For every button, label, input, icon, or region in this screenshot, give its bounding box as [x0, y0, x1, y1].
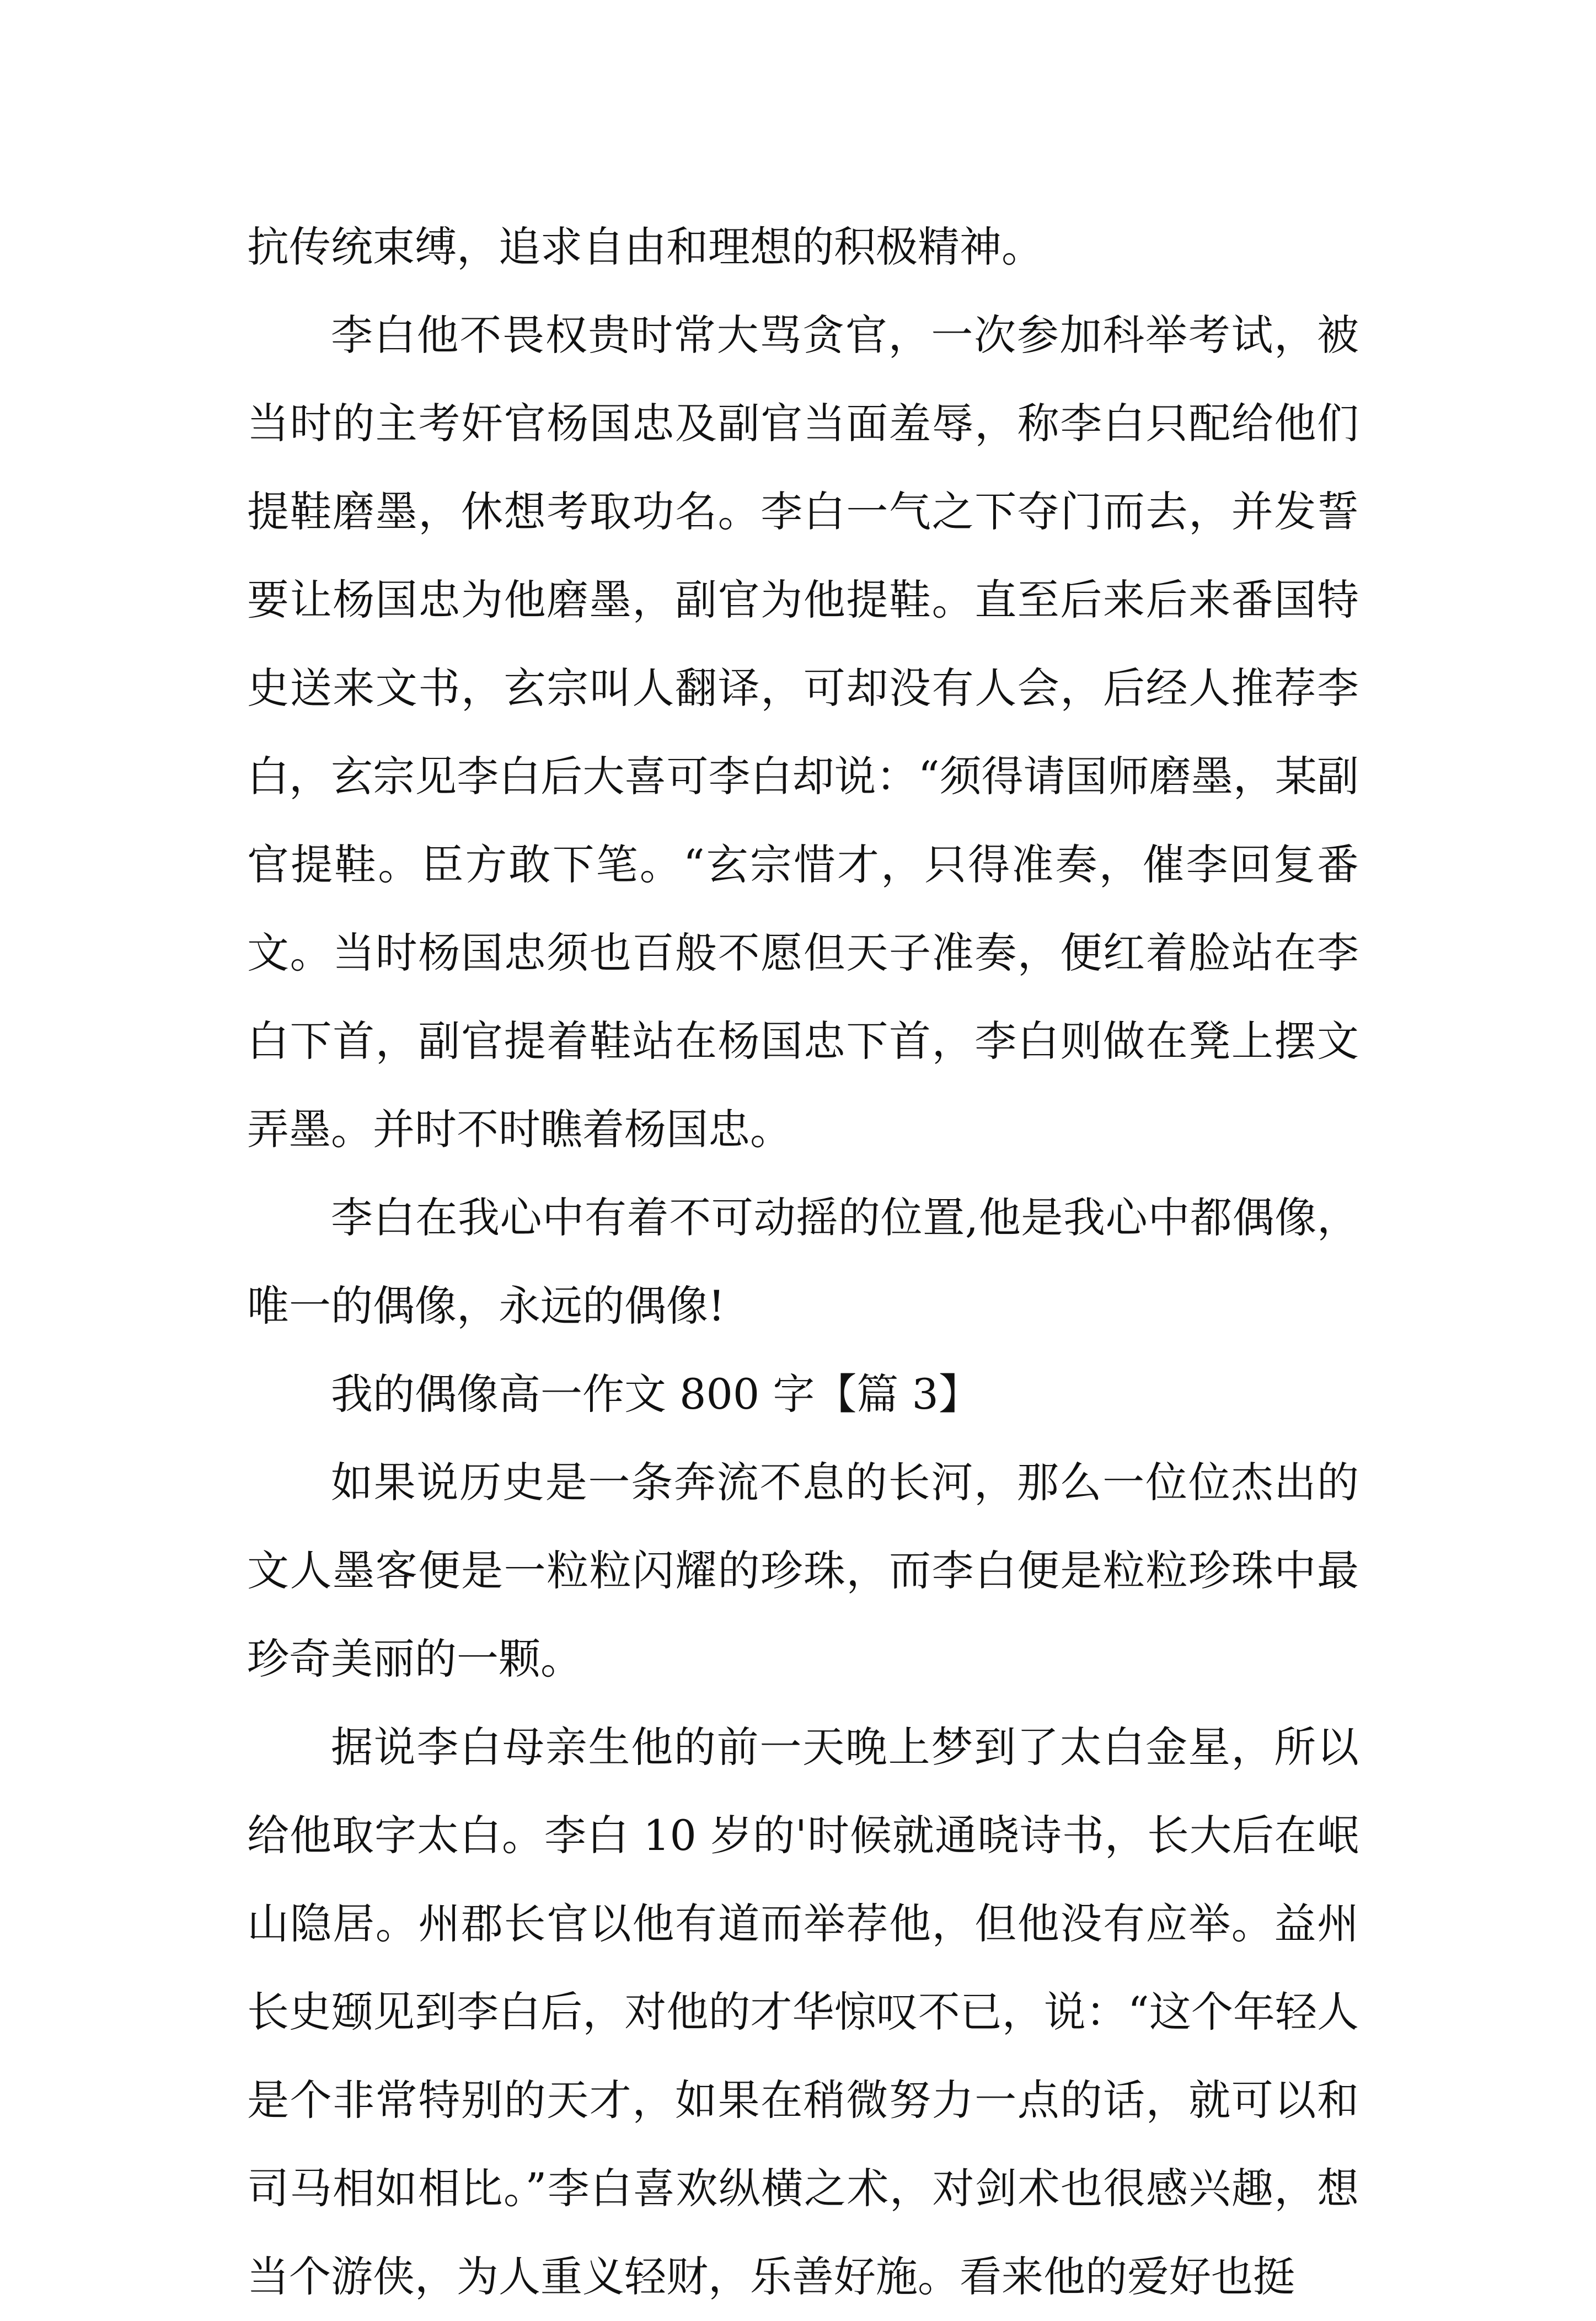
paragraph-idol-statement: 李白在我心中有着不可动摇的位置,他是我心中都偶像，唯一的偶像，永远的偶像!	[247, 1193, 1359, 1330]
document-page	[247, 203, 1359, 2321]
paragraph-li-bai-officials: 李白他不畏权贵时常大骂贪官，一次参加科举考试，被当时的主考奸官杨国忠及副官当面羞辱，称李白只配给他们提鞋磨墨，休想考取功名。李白一气之下夺门而去，并发誓要让杨国忠为他磨墨，副官为他提鞋。直至后来后来番国特史送来文书，玄宗叫人翻译，可却没有人会，后经人推荐李白，玄宗见李白后大喜可李白却说：“须得请国师磨墨，某副官提鞋。臣方敢下笔。“玄宗惜才，只得准奏，催李回复番文。当时杨国忠须也百般不愿但天子准奏，便红着脸站在李白下首，副官提着鞋站在杨国忠下首，李白则做在凳上摆文弄墨。并时不时瞧着杨国忠。	[247, 311, 1359, 1154]
paragraph-continued: 抗传统束缚，追求自由和理想的积极精神。	[247, 222, 1043, 271]
paragraph-li-bai-biography: 据说李白母亲生他的前一天晚上梦到了太白金星，所以给他取字太白。李白 10 岁的'时候就通晓诗书，长大后在岷山隐居。州郡长官以他有道而举荐他，但他没有应举。益州长史颋见到李白后，对他的才华惊叹不已，说：“这个年轻人是个非常特别的天才，如果在稍微努力一点的话，就可以和司马相如相比。”李白喜欢纵横之术，对剑术也很感兴趣，想当个游侠，为人重义轻财，乐善好施。看来他的爱好也挺	[247, 1723, 1359, 2301]
paragraph-history-river: 如果说历史是一条奔流不息的长河，那么一位位杰出的文人墨客便是一粒粒闪耀的珍珠，而李白便是粒粒珍珠中最珍奇美丽的一颗。	[247, 1458, 1359, 1683]
section-heading: 我的偶像高一作文 800 字【篇 3】	[331, 1370, 981, 1419]
